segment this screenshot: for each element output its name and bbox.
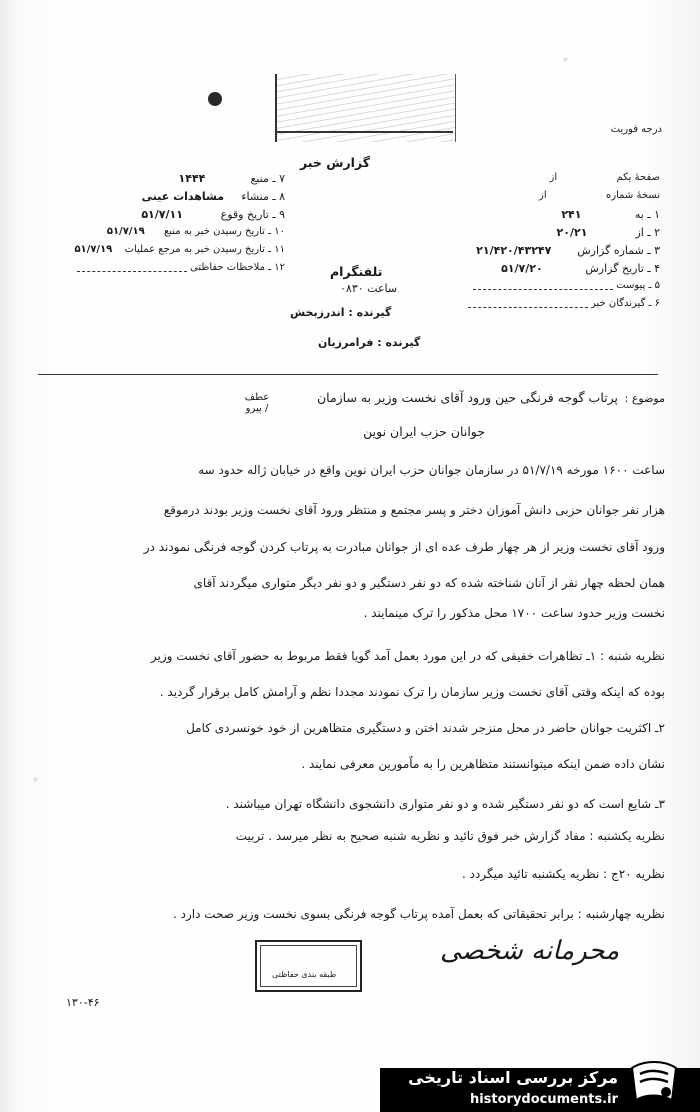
body-line: ورود آقای نخست وزیر از هر چهار طرف عده ای از جوانان مبادرت به پرتاب کردن گوجه فرنگی نمودند در	[143, 540, 665, 554]
field-value: ۵۱/۷/۱۹	[106, 226, 145, 237]
opinion-line: نشان داده ضمن اینکه میتوانستند متظاهرین را به ماٌمورین معرفی نمایند .	[301, 757, 665, 771]
field-row	[420, 280, 660, 298]
field-row	[15, 190, 285, 208]
field-row	[420, 298, 660, 316]
opinion-line: نظریه یکشنبه : مفاد گزارش خبر فوق تائید و نظریه شنبه صحیح به نظر میرسد . تربیت	[235, 829, 665, 843]
right-fields-block	[420, 172, 660, 316]
field-value-blank	[77, 263, 187, 272]
field-value: ۵۱/۷/۱۹	[74, 244, 113, 255]
opinion-line: نظریه چهارشنبه : برابر تحقیقاتی که بعمل آمده پرتاب گوجه فرنگی بسوی نخست وزیر صحت دارد .	[173, 907, 665, 921]
field-value: ۲۰/۲۱	[556, 226, 588, 239]
field-value: ۵۱/۷/۱۱	[141, 208, 183, 221]
field-label: ۶ ـ گیرندگان خبر	[590, 298, 660, 309]
field-label: ۱ ـ به	[634, 208, 660, 221]
opinion-line: ۲ـ اکثریت جوانان حاضر در محل منزجر شدند اختن و دستگیری متظاهرین از خود خونسردی کامل	[186, 721, 665, 735]
field-value: از	[539, 190, 547, 201]
watermark-footer	[0, 1032, 700, 1112]
footer-website: historydocuments.ir	[469, 1092, 618, 1107]
classification-label: درجه فوریت	[610, 124, 662, 135]
subject-side-note: عطف / پیرو	[244, 392, 270, 414]
field-row	[15, 226, 285, 244]
field-label: ۷ ـ منبع	[250, 172, 285, 185]
field-row	[420, 244, 660, 262]
punch-hole	[208, 92, 222, 106]
footer-org-name: مرکز بررسی اسناد تاریخی	[408, 1068, 618, 1087]
field-row	[420, 190, 660, 208]
field-value-blank	[468, 299, 588, 308]
field-value: ۱۴۴۴	[178, 172, 206, 185]
field-label: ۵ ـ پیوست	[616, 280, 660, 291]
bleed-through-mark: ·	[560, 40, 571, 80]
header-divider	[38, 374, 658, 375]
telegram-label: تلفنگرام	[330, 264, 383, 279]
body-line: ساعت ۱۶۰۰ مورخه ۵۱/۷/۱۹ در سازمان جوانان حزب ایران نوین واقع در خیابان ژاله حدود سه	[198, 463, 665, 477]
bleed-through-mark: ·	[30, 760, 41, 800]
subject-line-2: جوانان حزب ایران نوین	[363, 424, 485, 439]
field-row	[15, 244, 285, 262]
recipient-line: گیرنده : فرامرزیان	[318, 336, 421, 349]
report-title: گزارش خبر	[300, 155, 371, 170]
field-value: مشاهدات عینی	[141, 190, 225, 203]
telegram-time: ساعت ۰۸۳۰	[340, 282, 398, 295]
body-line: نخست وزیر حدود ساعت ۱۷۰۰ محل مذکور را ترک مینمایند .	[363, 606, 665, 620]
stamp-underline	[275, 131, 453, 133]
field-value: ۵۱/۷/۲۰	[501, 262, 543, 275]
stamp-box-caption: طبقه بندی حفاظتی	[272, 970, 337, 979]
field-label: ۱۰ ـ تاریخ رسیدن خبر به منبع	[163, 226, 285, 237]
field-value: ۲۴۱	[561, 208, 582, 221]
handwritten-signature: محرمانه شخصی	[440, 936, 620, 966]
opinion-line: ۳ـ شایع است که دو نفر دستگیر شده و دو نفر متواری دانشجوی دانشگاه تهران میباشند .	[225, 797, 665, 811]
field-label: ۳ ـ شماره گزارش	[577, 244, 660, 257]
field-row	[420, 226, 660, 244]
body-line: همان لحظه چهار نفر از آنان شناخته شده که دو نفر دستگیر و دو نفر دیگر متواری میگردند آقای	[193, 576, 665, 590]
left-fields-block	[15, 172, 285, 280]
field-value: ۲۱/۴۲۰/۴۳۲۴۷	[476, 244, 552, 257]
field-label: ۱۲ ـ ملاحظات حفاظتی	[190, 262, 285, 273]
field-label: صفحهٔ یکم	[616, 172, 660, 183]
field-label: ۲ ـ از	[635, 226, 660, 239]
subject-line-1: پرتاب گوجه فرنگی حین ورود آقای نخست وزیر به سازمان	[316, 390, 618, 405]
document-scroll-logo-icon	[626, 1060, 682, 1106]
field-row	[15, 172, 285, 190]
stamp-box-inner	[260, 945, 357, 987]
field-value-blank	[473, 281, 613, 290]
field-label: ۴ ـ تاریخ گزارش	[585, 262, 660, 275]
body-line: هزار نفر جوانان حزبی دانش آموزان دختر و پسر مجتمع و منتظر ورود آقای نخست وزیر بودند درموقع	[163, 503, 665, 517]
field-row	[420, 262, 660, 280]
field-value: از	[549, 172, 558, 183]
field-label: نسخهٔ شماره	[606, 190, 660, 201]
opinion-line: نظریه شنبه : ۱ـ تظاهرات خفیفی که در این مورد بعمل آمد گویا فقط مربوط به حضور آقای نخست وزیر	[150, 649, 665, 663]
field-label: ۸ ـ منشاء	[241, 190, 285, 203]
classification-stamp-box	[255, 940, 362, 992]
subject-label: موضوع :	[624, 392, 665, 405]
receiver-line: گیرنده : اندرزبخش	[290, 306, 392, 319]
opinion-line: بوده که اینکه وقتی آقای نخست وزیر سازمان را ترک نمودند مجددا نظم و آرامش کامل برقرار گردید .	[159, 685, 665, 699]
opinion-line: نظریه ۲۰ج : نظریه یکشنبه تائید میگردد .	[462, 867, 665, 881]
field-label: ۹ ـ تاریخ وقوع	[220, 208, 285, 221]
field-row	[420, 172, 660, 190]
field-label: ۱۱ ـ تاریخ رسیدن خبر به مرجع عملیات	[124, 244, 285, 255]
field-row	[420, 208, 660, 226]
field-row	[15, 262, 285, 280]
field-row	[15, 208, 285, 226]
page-reference: ۱۳۰-۴۶	[66, 996, 100, 1009]
